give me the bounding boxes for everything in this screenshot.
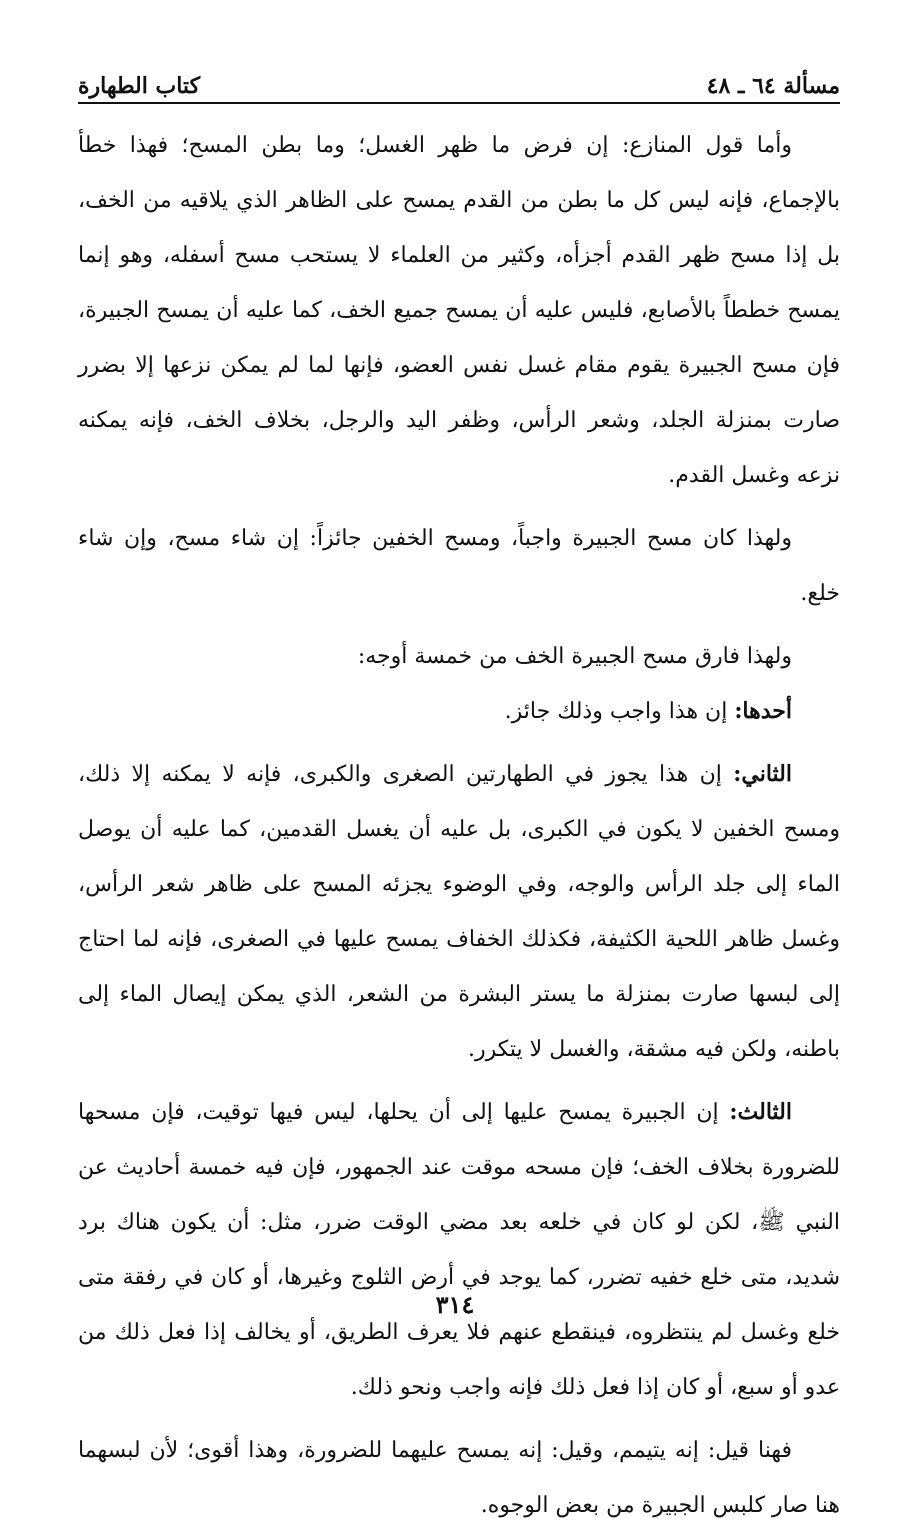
paragraph-2-text: ولهذا كان مسح الجبيرة واجباً، ومسح الخفين جائزاً: إن شاء مسح، وإن شاء خلع. [78,526,840,606]
paragraph-1 [78,118,840,503]
third-aspect-text: إن الجبيرة يمسح عليها إلى أن يحلها، ليس فيها توقيت، فإن مسحها للضرورة بخلاف الخف؛ فإن مسحه موقت عند الجمهور، فإن فيه خمسة أحاديث عن النبي ﷺ، لكن لو كان في خلعه بعد مضي الوقت ضرر، مثل: أن يكون هناك برد شديد، متى خلع خفيه تضرر، كما يوجد في أرض الثلوج وغيرها، أو كان في رفقة متى خلع وغسل لم ينتظروه، فينقطع عنهم فلا يعرف الطريق، أو يخالف إذا فعل ذلك من عدو أو سبع، أو كان إذا فعل ذلك فإنه واجب ونحو ذلك. [78,1100,840,1400]
paragraph-final [78,1423,840,1533]
header-book-title: كتاب الطهارة [78,73,201,99]
running-header [78,55,840,99]
second-aspect-lead: الثاني: [733,761,792,787]
third-aspect-lead: الثالث: [729,1099,792,1125]
paragraph-2 [78,511,840,621]
header-divider [78,102,840,104]
paragraph-second-aspect [78,747,840,1077]
first-aspect-lead: أحدها: [734,698,792,724]
first-aspect-text: إن هذا واجب وذلك جائز. [504,699,728,724]
paragraph-final-text: فهنا قيل: إنه يتيمم، وقيل: إنه يمسح عليهما للضرورة، وهذا أقوى؛ لأن لبسهما هنا صار كلبس الجبيرة من بعض الوجوه. [78,1438,840,1518]
page-number: ٣١٤ [435,1290,475,1319]
paragraph-third-aspect [78,1085,840,1415]
header-section-label: مسألة ٦٤ ـ ٤٨ [706,73,840,99]
paragraph-first-aspect [78,684,840,739]
paragraph-3-text: ولهذا فارق مسح الجبيرة الخف من خمسة أوجه: [357,644,792,669]
second-aspect-text: إن هذا يجوز في الطهارتين الصغرى والكبرى، فإنه لا يمكنه إلا ذلك، ومسح الخفين لا يكون في الكبرى، بل عليه أن يغسل القدمين، كما عليه أن يوصل الماء إلى جلد الرأس والوجه، وفي الوضوء يجزئه المسح على ظاهر شعر الرأس، وغسل ظاهر اللحية الكثيفة، فكذلك الخفاف يمسح عليها في الصغرى، فإنه لما احتاج إلى لبسها صارت بمنزلة ما يستر البشرة من الشعر، الذي يمكن إيصال الماء إلى باطنه، ولكن فيه مشقة، والغسل لا يتكرر. [78,762,840,1062]
paragraph-3 [78,629,840,684]
paragraph-1-text: وأما قول المنازع: إن فرض ما ظهر الغسل؛ وما بطن المسح؛ فهذا خطأ بالإجماع، فإنه ليس كل ما بطن من القدم يمسح على الظاهر الذي يلاقيه من الخف، بل إذا مسح ظهر القدم أجزأه، وكثير من العلماء لا يستحب مسح أسفله، وهو إنما يمسح خططاً بالأصابع، فليس عليه أن يمسح جميع الخف، كما عليه أن يمسح الجبيرة، فإن مسح الجبيرة يقوم مقام غسل نفس العضو، فإنها لما لم يمكن نزعها إلا بضرر صارت بمنزلة الجلد، وشعر الرأس، وظفر اليد والرجل، بخلاف الخف، فإنه يمكنه نزعه وغسل القدم. [78,133,840,488]
